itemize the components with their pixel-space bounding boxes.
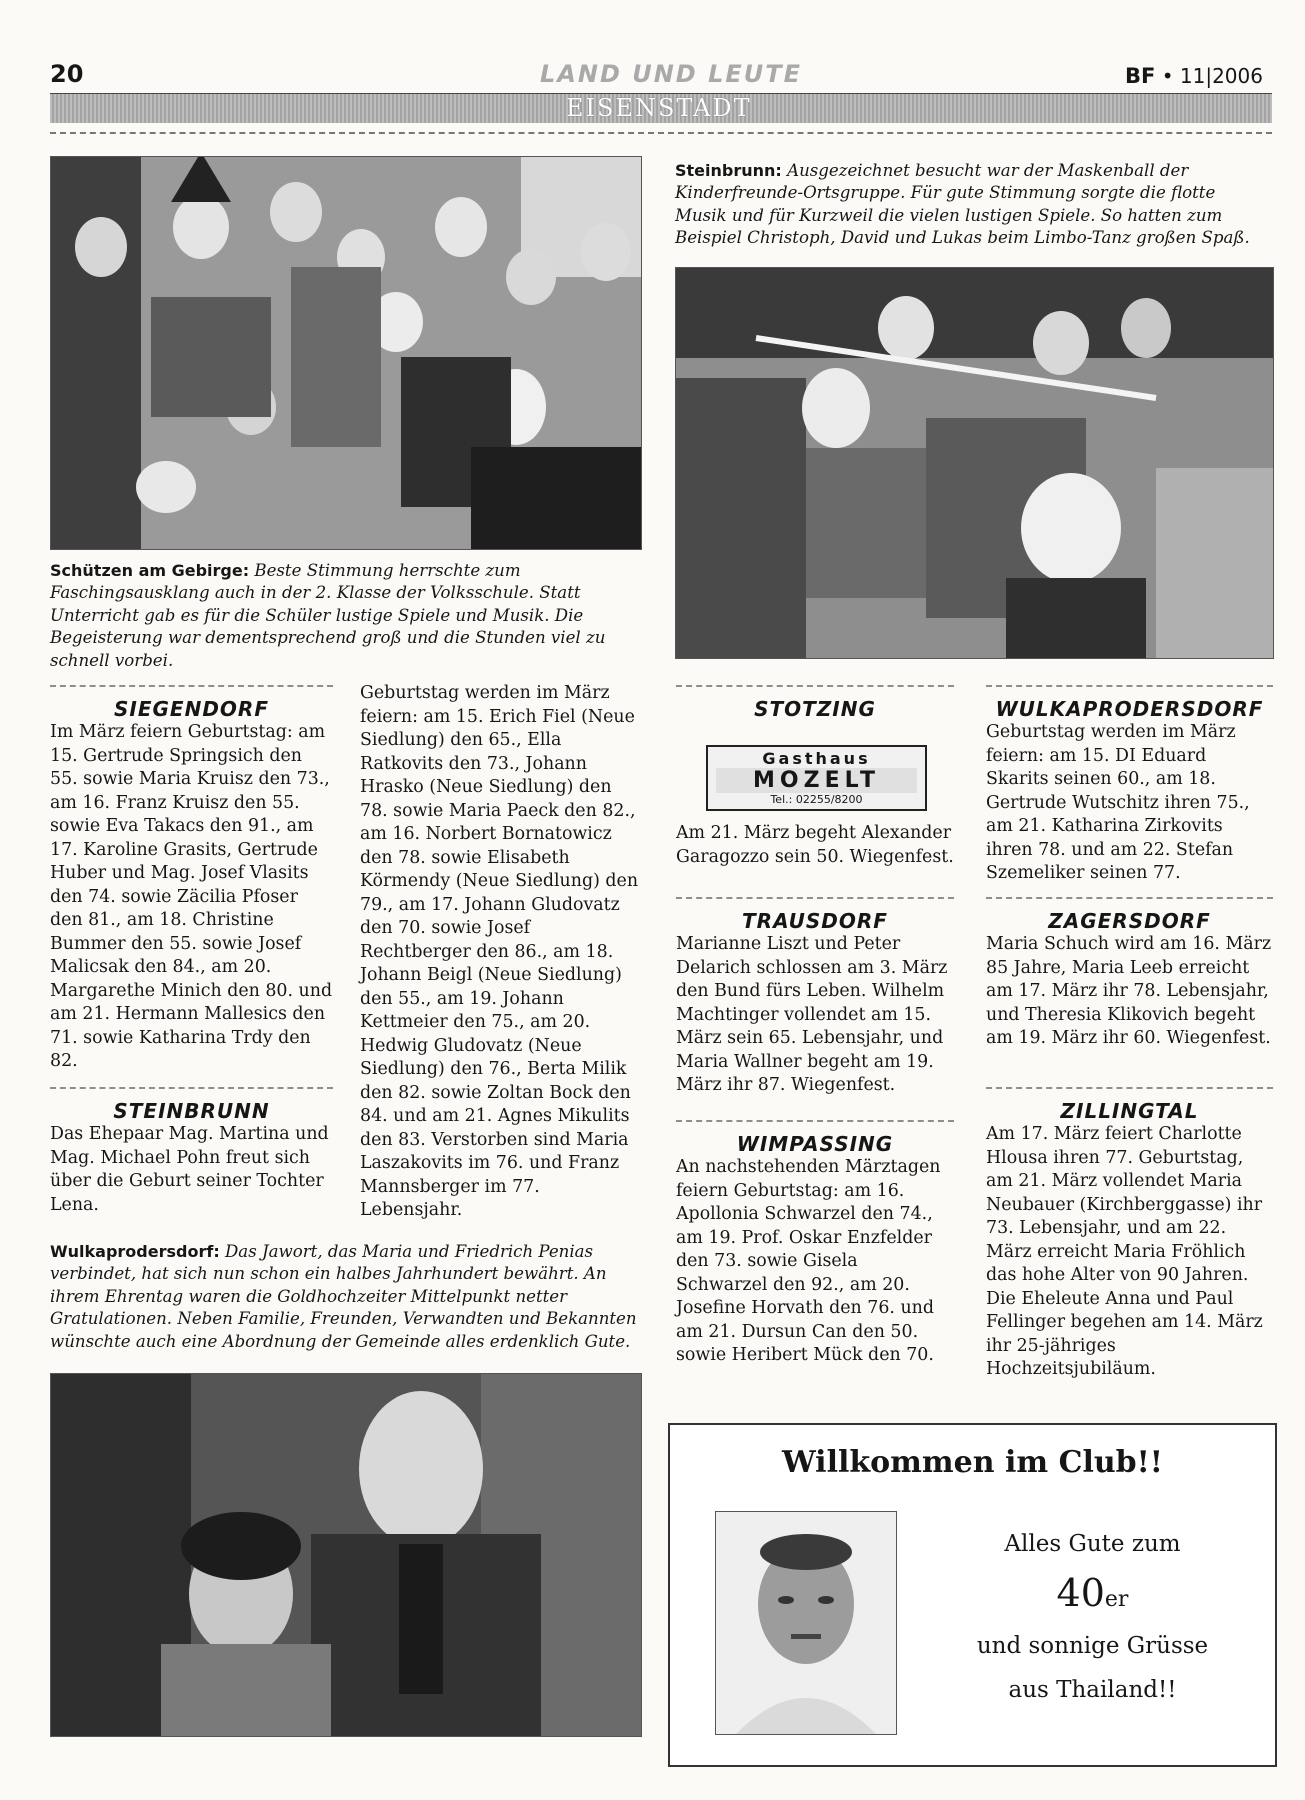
caption-schuetzen (50, 560, 640, 672)
portrait-photo (715, 1511, 897, 1735)
caption-wulkaprodersdorf (50, 1241, 642, 1353)
village-heading: WULKAPRODERSDORF (986, 685, 1273, 721)
village-heading: TRAUSDORF (676, 897, 954, 933)
village-heading: WIMPASSING (676, 1120, 954, 1156)
village-heading: ZILLINGTAL (986, 1087, 1273, 1123)
photo-schuetzen-class (50, 156, 642, 550)
issue-info (1125, 64, 1263, 88)
village-heading: SIEGENDORF (50, 685, 333, 721)
caption-text: Das Jawort, das Maria und Friedrich Penias verbindet, hat sich nun schon ein halbes Jahrhundert bewährt. An ihrem Ehrentag waren die Goldhochzeiter Mittelpunkt netter Gratulationen. Neben Familie, Freunden, Verwandten und Bekannten wünschte auch eine Abordnung der Gemeinde alles erdenklich Gute. (50, 1242, 637, 1351)
block-steinbrunn (50, 1087, 333, 1217)
block-trausdorf (676, 897, 954, 1098)
village-text: An nachstehenden Märztagen feiern Geburtstag: am 16. Apollonia Schwarzel den 74., am 19. Prof. Oskar Enzfelder den 73. sowie Gisela Schwarzel den 92., am 20. Josefine Horvath den 76. und am 21. Dursun Can den 50. sowie Heribert Mück den 70. (676, 1157, 941, 1365)
ad-phone: Tel.: 02255/8200 (770, 793, 863, 806)
issue-number: 11|2006 (1179, 64, 1263, 88)
greeting-age (910, 1571, 1275, 1615)
block-wulkaprodersdorf (986, 685, 1273, 886)
greeting-line-4: aus Thailand!! (1008, 1677, 1177, 1703)
block-stotzing (676, 685, 954, 721)
village-text: Maria Schuch wird am 16. März 85 Jahre, Maria Leeb erreicht am 17. März ihr 78. Lebensjahr, und Theresia Klikovich begeht am 19. März ihr 60. Wiegenfest. (986, 934, 1272, 1048)
greeting-title: Willkommen im Club!! (782, 1445, 1163, 1480)
village-heading: ZAGERSDORF (986, 897, 1273, 933)
village-text: Am 17. März feiert Charlotte Hlousa ihren 77. Geburtstag, am 21. März vollendet Maria Neubauer (Kirchberggasse) ihr 73. Lebensjahr, und am 22. März erreicht Maria Fröhlich das hohe Alter von 90 Jahren. Die Eheleute Anna und Paul Fellinger begehen am 14. März ihr 25-jähriges Hochzeitsjubiläum. (986, 1124, 1263, 1379)
ad-gasthaus-mozelt (706, 745, 927, 811)
village-heading: STOTZING (676, 685, 954, 721)
caption-place: Schützen am Gebirge: (50, 561, 250, 580)
greeting-line-3: und sonnige Grüsse (976, 1633, 1209, 1659)
separator-dot: • (1161, 64, 1174, 88)
block-siegendorf (50, 685, 333, 1074)
village-text: Das Ehepaar Mag. Martina und Mag. Michael Pohn freut sich über die Geburt seiner Tochter Lena. (50, 1124, 329, 1215)
block-stotzing-text: Am 21. März begeht Alexander Garagozzo sein 50. Wiegenfest. (676, 823, 954, 867)
header-dashed-rule (50, 132, 1272, 134)
caption-place: Wulkaprodersdorf: (50, 1242, 220, 1261)
photo-golden-wedding-couple (50, 1373, 642, 1737)
caption-text: Beste Stimmung herrschte zum Faschingsausklang auch in der 2. Klasse der Volksschule. Statt Unterricht gab es für die Schüler lustige Spiele und Musik. Die Begeisterung war dementsprechend groß und die Stunden viel zu schnell vorbei. (50, 561, 606, 670)
caption-place: Steinbrunn: (675, 161, 782, 180)
region-title: EISENSTADT (566, 94, 752, 122)
block-zillingtal (986, 1087, 1273, 1382)
block-continued-birthdays: Geburtstag werden im März feiern: am 15. Erich Fiel (Neue Siedlung) den 65., Ella Ratkovits den 73., Johann Hrasko (Neue Siedlung) den 78. sowie Maria Paeck den 82., am 16. Norbert Bornatowicz den 78. sowie Elisabeth Körmendy (Neue Siedlung) den 79., am 17. Johann Gludovatz den 70. sowie Josef Rechtberger den 86., am 18. Johann Beigl (Neue Siedlung) den 55., am 19. Johann Kettmeier den 75., am 20. Hedwig Gludovatz (Neue Siedlung) den 76., Berta Milik den 82. sowie Zoltan Bock den 84. und am 21. Agnes Mikulits den 83. Verstorben sind Maria Laszakovits im 76. und Franz Mannsberger im 77. Lebensjahr. (360, 683, 639, 1220)
ad-line-1: Gasthaus (762, 749, 871, 768)
greeting-box (668, 1423, 1277, 1767)
greeting-age-suffix: er (1104, 1587, 1129, 1612)
caption-steinbrunn (675, 160, 1272, 250)
photo-steinbrunn-limbo (675, 267, 1274, 659)
block-wimpassing (676, 1120, 954, 1368)
caption-text: Ausgezeichnet besucht war der Maskenball der Kinderfreunde-Ortsgruppe. Für gute Stimmung sorgte die flotte Musik und für Kurzweil die vielen lustigen Spiele. So hatten zum Beispiel Christoph, David und Lukas beim Limbo-Tanz großen Spaß. (675, 161, 1250, 248)
greeting-line-1: Alles Gute zum (1004, 1531, 1181, 1557)
greeting-age-number: 40 (1056, 1571, 1105, 1615)
village-text: Geburtstag werden im März feiern: am 15. DI Eduard Skarits seinen 60., am 18. Gertrude Wutschitz ihren 75., am 21. Katharina Zirkovits ihren 78. und am 22. Stefan Szemeliker seinen 77. (986, 722, 1250, 883)
block-zagersdorf (986, 897, 1273, 1051)
ad-name: MOZELT (716, 768, 917, 793)
publication-name: BF (1125, 64, 1156, 88)
village-heading: STEINBRUNN (50, 1087, 333, 1123)
page-number: 20 (50, 60, 84, 88)
section-title: LAND UND LEUTE (540, 60, 803, 88)
village-text: Im März feiern Geburtstag: am 15. Gertrude Springsich den 55. sowie Maria Kruisz den 73., am 16. Franz Kruisz den 55. sowie Eva Takacs den 91., am 17. Karoline Grasits, Gertrude Huber und Mag. Josef Vlasits den 74. sowie Zäcilia Pfoser den 81., am 18. Christine Bummer den 55. sowie Josef Malicsak den 84., am 20. Margarethe Minich den 80. und am 21. Hermann Mallesics den 71. sowie Katharina Trdy den 82. (50, 722, 333, 1071)
village-text: Marianne Liszt und Peter Delarich schlossen am 3. März den Bund fürs Leben. Wilhelm Machtinger vollendet am 15. März sein 65. Lebensjahr, und Maria Wallner begeht am 19. März ihr 87. Wiegenfest. (676, 934, 948, 1095)
